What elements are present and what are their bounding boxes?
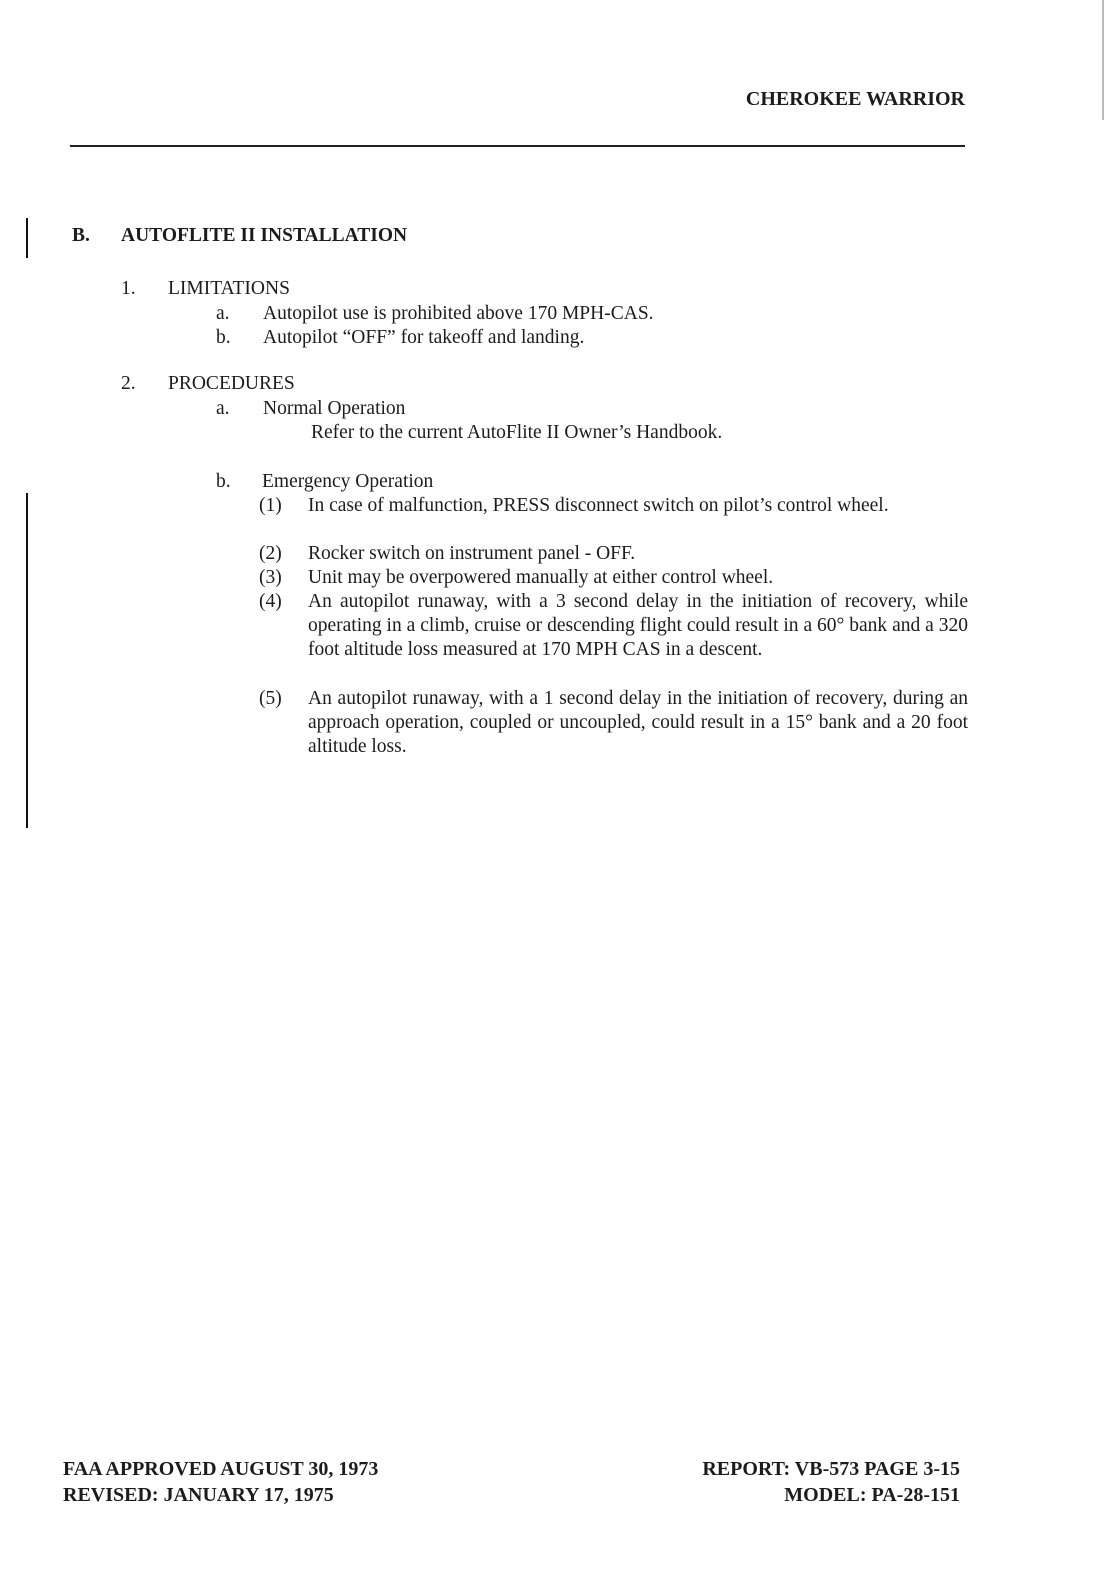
page-header-title: CHEROKEE WARRIOR — [745, 88, 965, 110]
normal-operation-marker: a. — [216, 398, 230, 419]
footer-approved: FAA APPROVED AUGUST 30, 1973 — [63, 1458, 379, 1480]
change-bar-top — [26, 218, 28, 258]
limitation-b-marker: b. — [216, 327, 231, 348]
limitation-a-marker: a. — [216, 303, 230, 324]
procedures-title: PROCEDURES — [168, 373, 295, 394]
emergency-step-text: An autopilot runaway, with a 3 second delay in the initiation of recovery, while operating in a climb, cruise or descending flight could result in a 60° bank and a 320 foot altitude loss measured at 170 MPH CAS in a descent. — [308, 591, 968, 660]
footer-revised: REVISED: JANUARY 17, 1975 — [63, 1484, 334, 1506]
limitations-number: 1. — [121, 278, 136, 299]
normal-operation-text: Refer to the current AutoFlite II Owner’s Handbook. — [311, 422, 723, 443]
scan-edge-mark — [1102, 0, 1104, 120]
normal-operation-title: Normal Operation — [263, 398, 406, 419]
procedures-number: 2. — [121, 373, 136, 394]
footer-report: REPORT: VB-573 PAGE 3-15 — [702, 1458, 960, 1480]
change-bar-bottom — [26, 493, 28, 828]
emergency-step-text: In case of malfunction, PRESS disconnect switch on pilot’s control wheel. — [308, 495, 889, 516]
emergency-step-number: (5) — [259, 688, 282, 709]
emergency-step-text: Unit may be overpowered manually at either control wheel. — [308, 567, 774, 588]
section-letter: B. — [72, 225, 90, 246]
limitation-b-text: Autopilot “OFF” for takeoff and landing. — [263, 327, 585, 348]
emergency-step-text: An autopilot runaway, with a 1 second delay in the initiation of recovery, during an approach operation, coupled or uncoupled, could result in a 15° bank and a 20 foot altitude loss. — [308, 688, 968, 757]
header-rule — [70, 145, 965, 147]
limitations-title: LIMITATIONS — [168, 278, 290, 299]
footer-model: MODEL: PA-28-151 — [784, 1484, 960, 1506]
emergency-step-number: (1) — [259, 495, 282, 516]
emergency-operation-marker: b. — [216, 471, 231, 492]
emergency-step-text: Rocker switch on instrument panel - OFF. — [308, 543, 636, 564]
limitation-a-text: Autopilot use is prohibited above 170 MPH-CAS. — [263, 303, 654, 324]
emergency-step-number: (2) — [259, 543, 282, 564]
emergency-step-number: (4) — [259, 591, 282, 612]
emergency-step-number: (3) — [259, 567, 282, 588]
section-title: AUTOFLITE II INSTALLATION — [121, 225, 408, 246]
emergency-operation-title: Emergency Operation — [262, 471, 434, 492]
